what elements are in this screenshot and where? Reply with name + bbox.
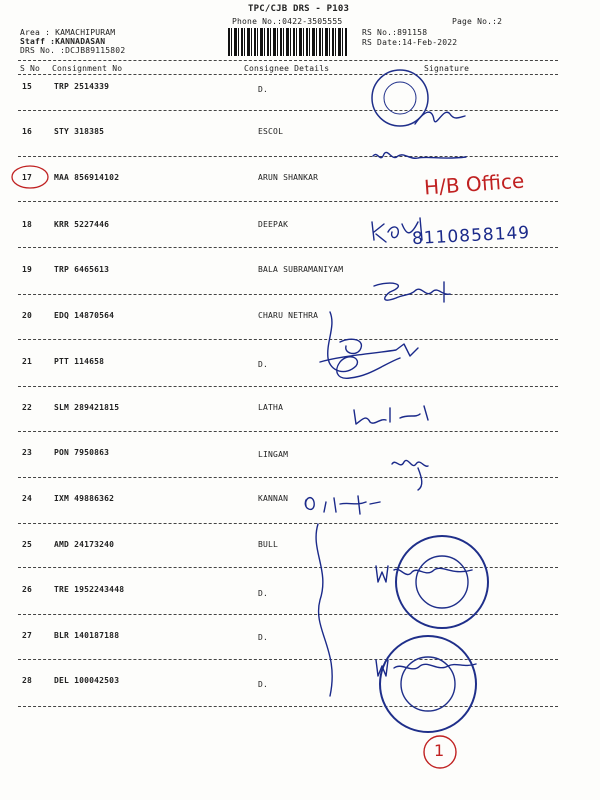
sno: 16 (22, 127, 33, 136)
col-signature: Signature (424, 64, 470, 73)
row-divider (18, 339, 558, 340)
handwritten-phone: 8110858149 (411, 222, 531, 250)
row-divider (18, 247, 558, 248)
consignee: D. (258, 360, 269, 369)
consignment-no: MAA 856914102 (54, 173, 120, 182)
sno: 22 (22, 403, 33, 412)
consignee: DEEPAK (258, 220, 289, 229)
header-divider (18, 60, 558, 61)
bull-stamp-lower (376, 632, 480, 736)
sno: 21 (22, 357, 33, 366)
sno: 23 (22, 448, 33, 457)
row-divider (18, 156, 558, 157)
consignee: D. (258, 589, 269, 598)
consignment-no: AMD 24173240 (54, 540, 115, 549)
row-divider (18, 386, 558, 387)
row-divider (18, 431, 558, 432)
page-number: Page No.:2 (452, 17, 503, 26)
columns-divider (18, 74, 558, 75)
signature-row-22 (350, 400, 450, 430)
sno: 20 (22, 311, 33, 320)
consignment-no: TRE 1952243448 (54, 585, 125, 594)
signature-long-stroke (300, 520, 360, 700)
consignee: D. (258, 85, 269, 94)
drs-number: DRS No. :DCJB89115802 (20, 46, 126, 55)
col-sno: S No (20, 64, 41, 73)
signature-row-16 (370, 146, 470, 170)
consignee: LINGAM (258, 450, 289, 459)
signature-row-23 (388, 450, 448, 494)
consignment-no: PTT 114658 (54, 357, 105, 366)
consignment-no: BLR 140187188 (54, 631, 120, 640)
sno: 17 (22, 173, 33, 182)
signature-row-21 (300, 306, 420, 386)
row-divider (18, 477, 558, 478)
consignee: ESCOL (258, 127, 284, 136)
red-circle-mark (10, 164, 50, 190)
drs-title: TPC/CJB DRS - P103 (248, 4, 350, 14)
area-label: Area : KAMACHIPURAM (20, 28, 116, 37)
row-divider (18, 523, 558, 524)
rs-date: RS Date:14-Feb-2022 (362, 38, 458, 47)
row-divider (18, 294, 558, 295)
sno: 27 (22, 631, 33, 640)
sno: 25 (22, 540, 33, 549)
row-divider (18, 110, 558, 111)
page-circle-number: 1 (434, 741, 445, 760)
consignment-no: SLM 289421815 (54, 403, 120, 412)
consignment-no: EDQ 14870564 (54, 311, 115, 320)
sno: 26 (22, 585, 33, 594)
sno: 19 (22, 265, 33, 274)
sno: 15 (22, 82, 33, 91)
signature-row-24 (300, 490, 390, 520)
signature-row-19 (370, 278, 460, 308)
consignee: KANNAN (258, 494, 289, 503)
col-consignee: Consignee Details (244, 64, 330, 73)
rs-number: RS No.:891158 (362, 28, 428, 37)
phone-number: Phone No.:0422-3505555 (232, 17, 343, 26)
bull-stamp-upper (392, 532, 492, 632)
sno: 24 (22, 494, 33, 503)
sno: 18 (22, 220, 33, 229)
consignment-no: IXM 49886362 (54, 494, 115, 503)
consignee: D. (258, 633, 269, 642)
consignment-no: PON 7950863 (54, 448, 110, 457)
consignment-no: TRP 2514339 (54, 82, 110, 91)
sno: 28 (22, 676, 33, 685)
barcode (228, 28, 348, 56)
consignment-no: STY 318385 (54, 127, 105, 136)
consignee: BALA SUBRAMANIYAM (258, 265, 344, 274)
col-consignment: Consignment No (52, 64, 123, 73)
consignee: D. (258, 680, 269, 689)
row-divider (18, 201, 558, 202)
consignment-no: KRR 5227446 (54, 220, 110, 229)
consignee: ARUN SHANKAR (258, 173, 319, 182)
staff-label: Staff :KANNADASAN (20, 37, 106, 46)
consignee: LATHA (258, 403, 284, 412)
consignee: BULL (258, 540, 279, 549)
consignment-no: TRP 6465613 (54, 265, 110, 274)
small-stamp (365, 68, 435, 128)
consignment-no: DEL 100042503 (54, 676, 120, 685)
hb-office-annotation: H/B Office (423, 168, 525, 200)
consignee: CHARU NETHRA (258, 311, 319, 320)
